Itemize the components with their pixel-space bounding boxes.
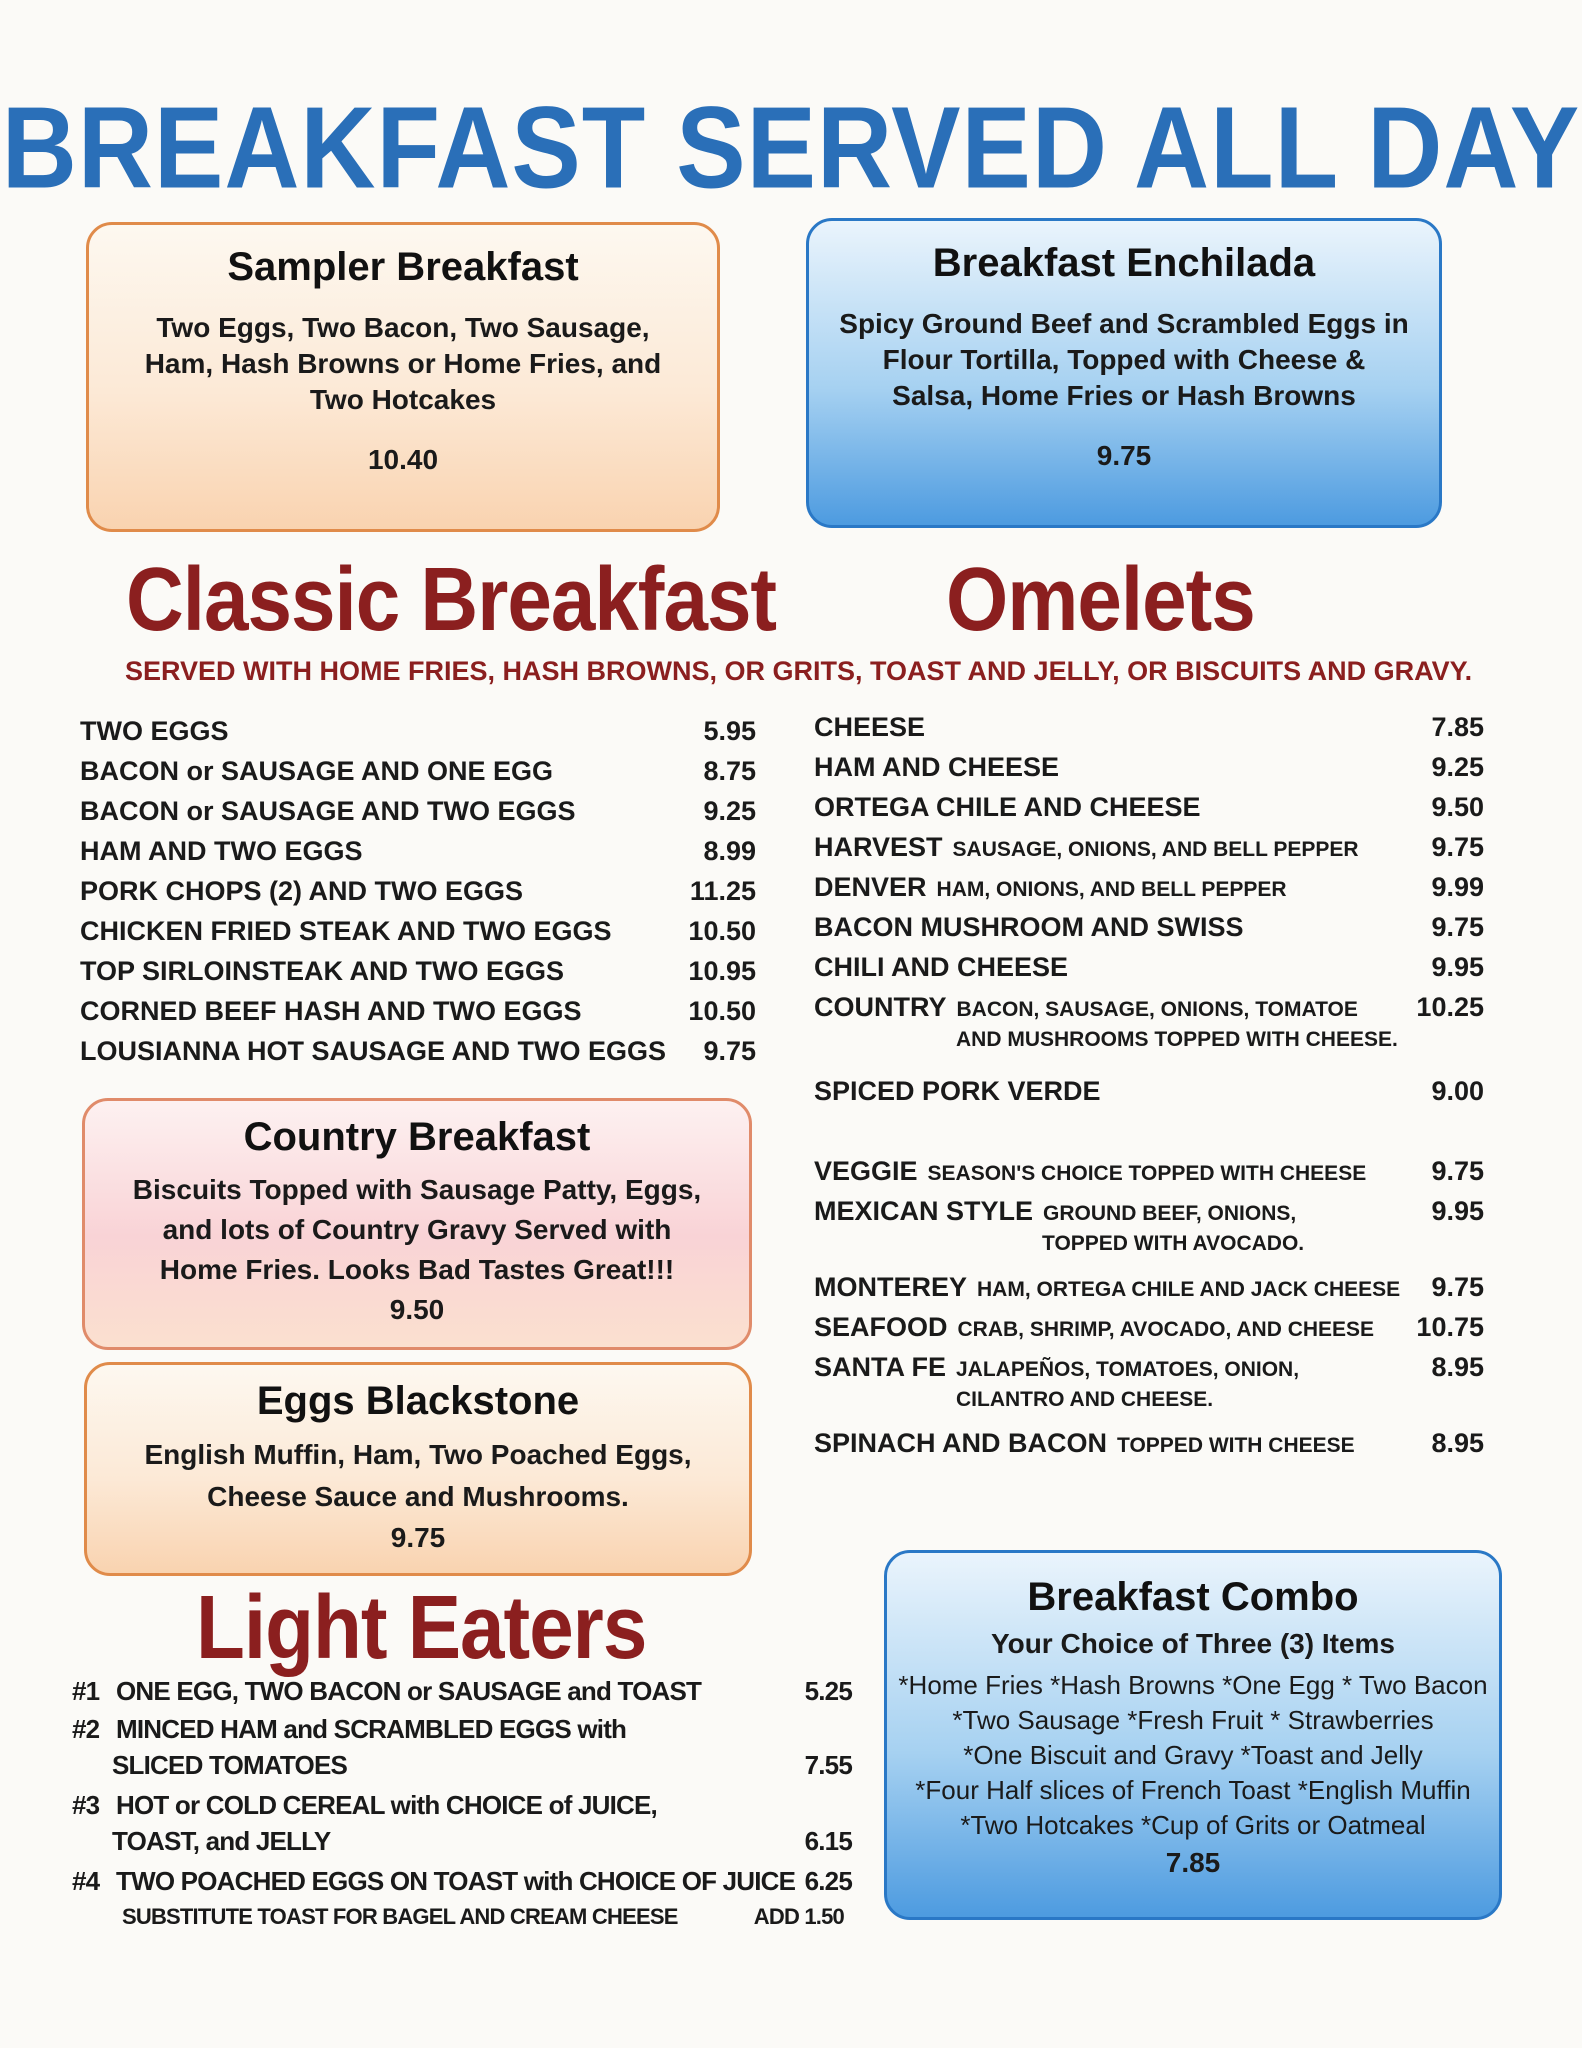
menu-row bbox=[814, 752, 1484, 792]
eggs-blackstone-card bbox=[84, 1362, 752, 1576]
country-price: 9.50 bbox=[389, 1294, 445, 1325]
item-price: 9.75 bbox=[1431, 832, 1484, 862]
menu-row bbox=[814, 992, 1484, 1051]
page-title: BREAKFAST SERVED ALL DAY bbox=[1, 83, 1581, 214]
classic-breakfast-list bbox=[80, 716, 756, 1076]
sampler-price: 10.40 bbox=[367, 444, 439, 475]
item-name bbox=[814, 1076, 1101, 1107]
menu-row bbox=[814, 1196, 1484, 1255]
menu-row bbox=[72, 1790, 852, 1866]
item-desc: SAUSAGE, ONIONS, AND BELL PEPPER bbox=[952, 838, 1359, 861]
enchilada-desc: Spicy Ground Beef and Scrambled Eggs in Flour Tortilla, Topped with Cheese & Salsa, Home Fries or Hash Browns bbox=[839, 308, 1409, 411]
item-name: BACON or SAUSAGE AND TWO EGGS bbox=[80, 796, 576, 826]
country-desc: Biscuits Topped with Sausage Patty, Eggs, and lots of Country Gravy Served with Home Fries. Looks Bad Tastes Great!!! bbox=[132, 1174, 702, 1285]
item-desc: TOPPED WITH CHEESE bbox=[1117, 1434, 1355, 1457]
item-name bbox=[72, 1866, 795, 1897]
item-title: SPINACH AND BACON bbox=[814, 1428, 1108, 1458]
item-line2: TOAST, and JELLY bbox=[112, 1826, 331, 1856]
item-price: 5.25 bbox=[804, 1676, 852, 1706]
menu-row bbox=[80, 956, 756, 996]
menu-row bbox=[72, 1866, 852, 1904]
item-price: 10.95 bbox=[688, 956, 756, 986]
combo-subtitle: Your Choice of Three (3) Items bbox=[991, 1628, 1395, 1659]
item-name: LOUSIANNA HOT SAUSAGE AND TWO EGGS bbox=[80, 1036, 667, 1066]
combo-line: *Home Fries *Hash Browns *One Egg * Two Bacon bbox=[898, 1670, 1488, 1700]
item-name: BACON or SAUSAGE AND ONE EGG bbox=[80, 756, 554, 786]
country-title: Country Breakfast bbox=[243, 1115, 591, 1159]
menu-row bbox=[814, 1312, 1484, 1352]
blackstone-title: Eggs Blackstone bbox=[256, 1379, 580, 1423]
item-line1: MINCED HAM and SCRAMBLED EGGS with bbox=[116, 1714, 627, 1744]
item-line1: HOT or COLD CEREAL with CHOICE of JUICE, bbox=[116, 1790, 657, 1820]
combo-title: Breakfast Combo bbox=[1027, 1575, 1359, 1619]
item-name bbox=[814, 1352, 1299, 1383]
item-price: 9.50 bbox=[1431, 792, 1484, 822]
item-number: #3 bbox=[72, 1790, 100, 1820]
item-price: 6.15 bbox=[804, 1826, 852, 1856]
item-number: #1 bbox=[72, 1676, 100, 1706]
item-desc: HAM, ONIONS, AND BELL PEPPER bbox=[936, 878, 1287, 901]
menu-row bbox=[814, 832, 1484, 872]
item-price: 6.25 bbox=[804, 1866, 852, 1896]
item-price: 9.75 bbox=[703, 1036, 756, 1066]
sides-subtitle: SERVED WITH HOME FRIES, HASH BROWNS, OR GRITS, TOAST AND JELLY, OR BISCUITS AND GRAVY. bbox=[125, 656, 1473, 686]
item-name: CORNED BEEF HASH AND TWO EGGS bbox=[80, 996, 582, 1026]
item-line1: ONE EGG, TWO BACON or SAUSAGE and TOAST bbox=[116, 1676, 702, 1706]
item-price: 8.99 bbox=[703, 836, 756, 866]
item-price: 10.50 bbox=[688, 996, 756, 1026]
item-title: ORTEGA CHILE AND CHEESE bbox=[814, 792, 1201, 822]
item-title: VEGGIE bbox=[814, 1156, 918, 1186]
item-title: HAM AND CHEESE bbox=[814, 752, 1060, 782]
blackstone-desc: English Muffin, Ham, Two Poached Eggs, Cheese Sauce and Mushrooms. bbox=[144, 1439, 692, 1512]
menu-row bbox=[814, 912, 1484, 952]
item-name bbox=[814, 912, 1244, 943]
item-name bbox=[814, 792, 1201, 823]
item-title: SANTA FE bbox=[814, 1352, 946, 1382]
enchilada-card bbox=[806, 218, 1442, 528]
menu-row bbox=[80, 716, 756, 756]
classic-breakfast-heading: Classic Breakfast bbox=[126, 549, 777, 649]
item-name bbox=[814, 1428, 1355, 1459]
menu-row bbox=[814, 1352, 1484, 1411]
menu-row bbox=[80, 756, 756, 796]
menu-row bbox=[80, 796, 756, 836]
item-name bbox=[814, 1312, 1374, 1343]
menu-row bbox=[72, 1714, 852, 1790]
item-name bbox=[72, 1790, 657, 1821]
item-price: 9.75 bbox=[1431, 912, 1484, 942]
item-name bbox=[814, 712, 925, 743]
item-desc-line2: AND MUSHROOMS TOPPED WITH CHEESE. bbox=[956, 1028, 1398, 1051]
item-name: CHICKEN FRIED STEAK AND TWO EGGS bbox=[80, 916, 612, 946]
item-price: 9.75 bbox=[1431, 1272, 1484, 1302]
item-price: 10.50 bbox=[688, 916, 756, 946]
item-number: #4 bbox=[72, 1866, 100, 1896]
item-title: SEAFOOD bbox=[814, 1312, 948, 1342]
light-eaters-heading: Light Eaters bbox=[196, 1577, 647, 1677]
item-price: 8.95 bbox=[1431, 1352, 1484, 1382]
item-name: TWO EGGS bbox=[80, 716, 229, 746]
item-name bbox=[814, 752, 1059, 783]
item-price: 11.25 bbox=[689, 876, 756, 906]
item-title: MEXICAN STYLE bbox=[814, 1196, 1034, 1226]
item-title: CHEESE bbox=[814, 712, 926, 742]
item-desc: JALAPEÑOS, TOMATOES, ONION, bbox=[956, 1358, 1300, 1381]
omelets-heading: Omelets bbox=[946, 549, 1255, 649]
combo-line: *One Biscuit and Gravy *Toast and Jelly bbox=[963, 1740, 1423, 1770]
item-price: 9.25 bbox=[1431, 752, 1484, 782]
combo-line: *Two Hotcakes *Cup of Grits or Oatmeal bbox=[960, 1810, 1426, 1840]
item-name: HAM AND TWO EGGS bbox=[80, 836, 363, 866]
item-price: 10.25 bbox=[1416, 992, 1484, 1022]
item-desc: GROUND BEEF, ONIONS, bbox=[1043, 1202, 1297, 1225]
item-price: 9.25 bbox=[703, 796, 756, 826]
light-eaters-list bbox=[72, 1676, 852, 1934]
sampler-desc: Two Eggs, Two Bacon, Two Sausage, Ham, Hash Browns or Home Fries, and Two Hotcakes bbox=[144, 312, 662, 415]
substitute-note-text: SUBSTITUTE TOAST FOR BAGEL AND CREAM CHEESE bbox=[122, 1904, 678, 1929]
item-price: 5.95 bbox=[703, 716, 756, 746]
item-name bbox=[814, 832, 1359, 863]
combo-line: *Two Sausage *Fresh Fruit * Strawberries bbox=[952, 1705, 1434, 1735]
item-desc: SEASON'S CHOICE TOPPED WITH CHEESE bbox=[927, 1162, 1367, 1185]
menu-row bbox=[80, 996, 756, 1036]
item-title: CHILI AND CHEESE bbox=[814, 952, 1069, 982]
item-name bbox=[814, 992, 1358, 1023]
item-title: COUNTRY bbox=[814, 992, 947, 1022]
omelets-list bbox=[814, 712, 1484, 1468]
substitute-note bbox=[72, 1904, 852, 1934]
item-price: 9.99 bbox=[1431, 872, 1484, 902]
item-name bbox=[72, 1676, 701, 1707]
item-title: MONTEREY bbox=[814, 1272, 968, 1302]
item-line1: TWO POACHED EGGS ON TOAST with CHOICE OF JUICE bbox=[116, 1866, 796, 1896]
item-line2: SLICED TOMATOES bbox=[112, 1750, 348, 1780]
item-number: #2 bbox=[72, 1714, 100, 1744]
enchilada-title: Breakfast Enchilada bbox=[932, 241, 1316, 285]
item-name bbox=[72, 1714, 626, 1745]
item-title: HARVEST bbox=[814, 832, 943, 862]
menu-row bbox=[814, 1428, 1484, 1468]
item-name bbox=[814, 952, 1068, 983]
item-desc: BACON, SAUSAGE, ONIONS, TOMATOE bbox=[956, 998, 1358, 1021]
item-name: PORK CHOPS (2) AND TWO EGGS bbox=[80, 876, 524, 906]
sampler-title: Sampler Breakfast bbox=[227, 245, 579, 289]
combo-line: *Four Half slices of French Toast *English Muffin bbox=[915, 1775, 1471, 1805]
substitute-note-price: ADD 1.50 bbox=[753, 1904, 844, 1929]
menu-row bbox=[814, 1156, 1484, 1196]
combo-price: 7.85 bbox=[1165, 1847, 1221, 1878]
menu-row bbox=[814, 792, 1484, 832]
item-desc-line2: CILANTRO AND CHEESE. bbox=[956, 1388, 1214, 1411]
menu-row bbox=[814, 712, 1484, 752]
item-title: BACON MUSHROOM AND SWISS bbox=[814, 912, 1244, 942]
item-price: 7.55 bbox=[804, 1750, 852, 1780]
blackstone-price: 9.75 bbox=[390, 1522, 446, 1553]
country-breakfast-card bbox=[82, 1098, 752, 1350]
item-price: 7.85 bbox=[1431, 712, 1484, 742]
item-price: 9.75 bbox=[1431, 1156, 1484, 1186]
item-desc: CRAB, SHRIMP, AVOCADO, AND CHEESE bbox=[957, 1318, 1375, 1341]
menu-row bbox=[814, 1272, 1484, 1312]
item-desc: HAM, ORTEGA CHILE AND JACK CHEESE bbox=[977, 1278, 1401, 1301]
item-title: SPICED PORK VERDE bbox=[814, 1076, 1101, 1106]
enchilada-price: 9.75 bbox=[1096, 440, 1152, 471]
menu-row bbox=[814, 1076, 1484, 1116]
item-name bbox=[814, 872, 1287, 903]
item-price: 10.75 bbox=[1416, 1312, 1484, 1342]
item-price: 8.75 bbox=[703, 756, 756, 786]
menu-row bbox=[80, 876, 756, 916]
item-price: 9.95 bbox=[1431, 1196, 1484, 1226]
menu-row bbox=[72, 1676, 852, 1714]
item-title: DENVER bbox=[814, 872, 927, 902]
menu-row bbox=[814, 872, 1484, 912]
item-price: 8.95 bbox=[1431, 1428, 1484, 1458]
item-price: 9.95 bbox=[1431, 952, 1484, 982]
breakfast-combo-card bbox=[884, 1550, 1502, 1920]
item-desc-line2: TOPPED WITH AVOCADO. bbox=[1042, 1232, 1305, 1255]
item-price: 9.00 bbox=[1431, 1076, 1484, 1106]
item-name bbox=[814, 1196, 1296, 1227]
menu-row bbox=[80, 916, 756, 956]
menu-row bbox=[80, 1036, 756, 1076]
item-name: TOP SIRLOINSTEAK AND TWO EGGS bbox=[80, 956, 565, 986]
item-name bbox=[814, 1156, 1366, 1187]
menu-row bbox=[814, 952, 1484, 992]
menu-row bbox=[80, 836, 756, 876]
sampler-breakfast-card bbox=[86, 222, 720, 532]
item-name bbox=[814, 1272, 1400, 1303]
